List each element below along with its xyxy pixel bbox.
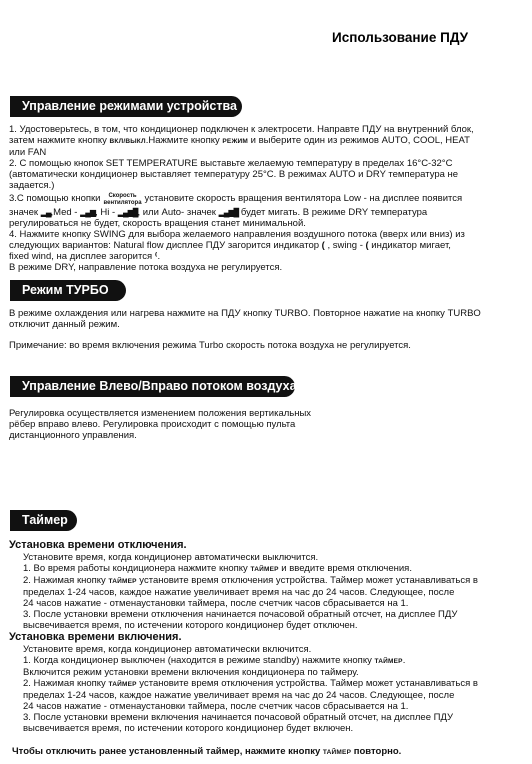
fan-auto-icon: ▂▄▆█ xyxy=(218,208,239,217)
modes-p4b: следующих вариантов: Natural flow дисплее ПДУ загорится индикатор ( , swing - ( индикатор мигает, xyxy=(9,240,451,251)
timer-on-l3a: 3. После установки времени включения начинается почасовой обратный отсчет, на дисплее ПДУ xyxy=(23,712,454,723)
turbo-note: Примечание: во время включения режима Turbo скорость потока воздуха не регулируется. xyxy=(9,340,411,351)
modes-p1c: или FAN xyxy=(9,147,47,158)
modes-p1a: 1. Удостоверьтесь, в том, что кондиционер подключен к электросети. Направте ПДУ на внутренний блок, xyxy=(9,124,474,135)
modes-p1b: затем нажмите кнопку ВКЛ/ВЫКЛ.Нажмите кнопку РЕЖИМ и выберите один из режимов AUTO, COOL, HEAT xyxy=(9,135,470,146)
fan-high-icon: ▂▄▆█ xyxy=(117,208,138,217)
section-header-turbo: Режим ТУРБО xyxy=(10,280,126,301)
timer-off-l1: 1. Во время работы кондиционера нажмите кнопку ТАЙМЕР и введите время отключения. xyxy=(23,563,412,574)
timer-off-l0: Установите время, когда кондиционер автоматически выключится. xyxy=(23,552,319,563)
modes-p2c: задается.) xyxy=(9,180,55,191)
timer-on-l2b: пределах 1-24 часов, каждое нажатие увеличивает время на час до 24 часов. Следующее, после xyxy=(23,690,455,701)
turbo-text xyxy=(9,308,521,351)
fan-med-icon: ▂▄▆ xyxy=(80,208,96,217)
timer-off-title: Установка времени отключения. xyxy=(9,539,187,551)
airflow-l1: Регулировка осуществляется изменением положения вертикальных xyxy=(9,408,312,419)
power-button-label: ВКЛ/ВЫКЛ xyxy=(109,138,146,145)
timer-off-l2b: пределах 1-24 часов, каждое нажатие увеличивает время на час до 24 часов. Следующее, после xyxy=(23,587,455,598)
timer-button-label: ТАЙМЕР xyxy=(250,566,279,573)
timer-off-l3b: высвечивается время, по истечении которого кондиционер будет отключен. xyxy=(23,620,358,631)
timer-on-l1b: Включится режим установки времени включения кондиционера по таймеру. xyxy=(23,667,359,678)
mode-button-label: РЕЖИМ xyxy=(222,138,249,145)
fan-low-icon: ▂▄ xyxy=(40,208,51,217)
modes-p4a: 4. Нажмите кнопку SWING для выбора желаемого направления воздушного потока (вверх или вниз) из xyxy=(9,229,465,240)
page-title: Использование ПДУ xyxy=(332,30,468,45)
section-header-modes: Управление режимами устройства xyxy=(10,96,242,117)
section-header-airflow: Управление Влево/Вправо потоком воздуха xyxy=(10,376,295,397)
modes-p3c: регулироваться не будет, скорость вращения станет минимальной. xyxy=(9,218,306,229)
turbo-p1a: В режиме охлаждения или нагрева нажмите на ПДУ кнопку TURBO. Повторное нажатие на кнопку TURBO xyxy=(9,308,481,319)
airflow-text xyxy=(9,408,521,441)
timer-off-l3a: 3. После установки времени отключения начинается почасовой обратный отсчет, на дисплее ПДУ xyxy=(23,609,458,620)
timer-text xyxy=(9,539,521,758)
modes-p4c: fixed wind, на дисплее загорится ⁽. xyxy=(9,251,161,262)
modes-p3a: 3.С помощью кнопки Скорость вентилятора установите скорость вращения вентилятора Low - на дисплее появится xyxy=(9,193,463,206)
swing-icon: ( xyxy=(365,240,369,251)
modes-text xyxy=(9,124,521,273)
timer-on-l2a: 2. Нажимая кнопку ТАЙМЕР установите время отключения устройства. Таймер может устанавливаться в xyxy=(23,678,478,689)
airflow-l2: рёбер вправо влево. Регулировка происходит с помощью пульта xyxy=(9,419,296,430)
timer-on-l1: 1. Когда кондиционер выключен (находится в режиме standby) нажмите кнопку ТАЙМЕР. xyxy=(23,655,406,666)
timer-on-l3b: высвечивается время, по истечении которого кондиционер будет включен. xyxy=(23,723,354,734)
timer-button-label: ТАЙМЕР xyxy=(108,681,137,688)
airflow-l3: дистанционного управления. xyxy=(9,430,137,441)
timer-on-l0: Установите время, когда кондиционер автоматически включится. xyxy=(23,644,312,655)
natural-flow-icon: ( xyxy=(321,240,325,251)
fan-speed-button-label: Скорость вентилятора xyxy=(103,193,142,206)
section-header-timer: Таймер xyxy=(10,510,77,531)
timer-button-label: ТАЙМЕР xyxy=(322,749,352,756)
timer-off-l2a: 2. Нажимая кнопку ТАЙМЕР установите время отключения устройства. Таймер может устанавливаться в xyxy=(23,575,478,586)
timer-button-label: ТАЙМЕР xyxy=(374,658,403,665)
modes-p2a: 2. С помощью кнопок SET TEMPERATURE выставьте желаемую температуру в пределах 16°C-32°C xyxy=(9,158,453,169)
timer-off-l2c: 24 часов нажатие - отменаустановки таймера, после счетчик часов сбрасывается на 1. xyxy=(23,598,409,609)
timer-footer: Чтобы отключить ранее установленный таймер, нажмите кнопку ТАЙМЕР повторно. xyxy=(12,746,402,757)
turbo-p1b: отключит данный режим. xyxy=(9,319,120,330)
timer-on-title: Установка времени включения. xyxy=(9,631,182,643)
modes-p2b: (автоматически кондиционер выставляет температуру 25°C. В режимах AUTO и DRY температура не xyxy=(9,169,459,180)
modes-p4d: В режиме DRY, направление потока воздуха не регулируется. xyxy=(9,262,283,273)
fixed-wind-icon: ⁽ xyxy=(154,251,158,262)
timer-button-label: ТАЙМЕР xyxy=(108,578,137,585)
timer-on-l2c: 24 часов нажатие - отменаустановки таймера, после счетчик часов сбрасывается на 1. xyxy=(23,701,409,712)
modes-p3b: значек ▂▄,Med - ▂▄▆, Hi - ▂▄▆█, или Auto- значек ▂▄▆█ будет мигать. В режиме DRY температура xyxy=(9,207,428,218)
